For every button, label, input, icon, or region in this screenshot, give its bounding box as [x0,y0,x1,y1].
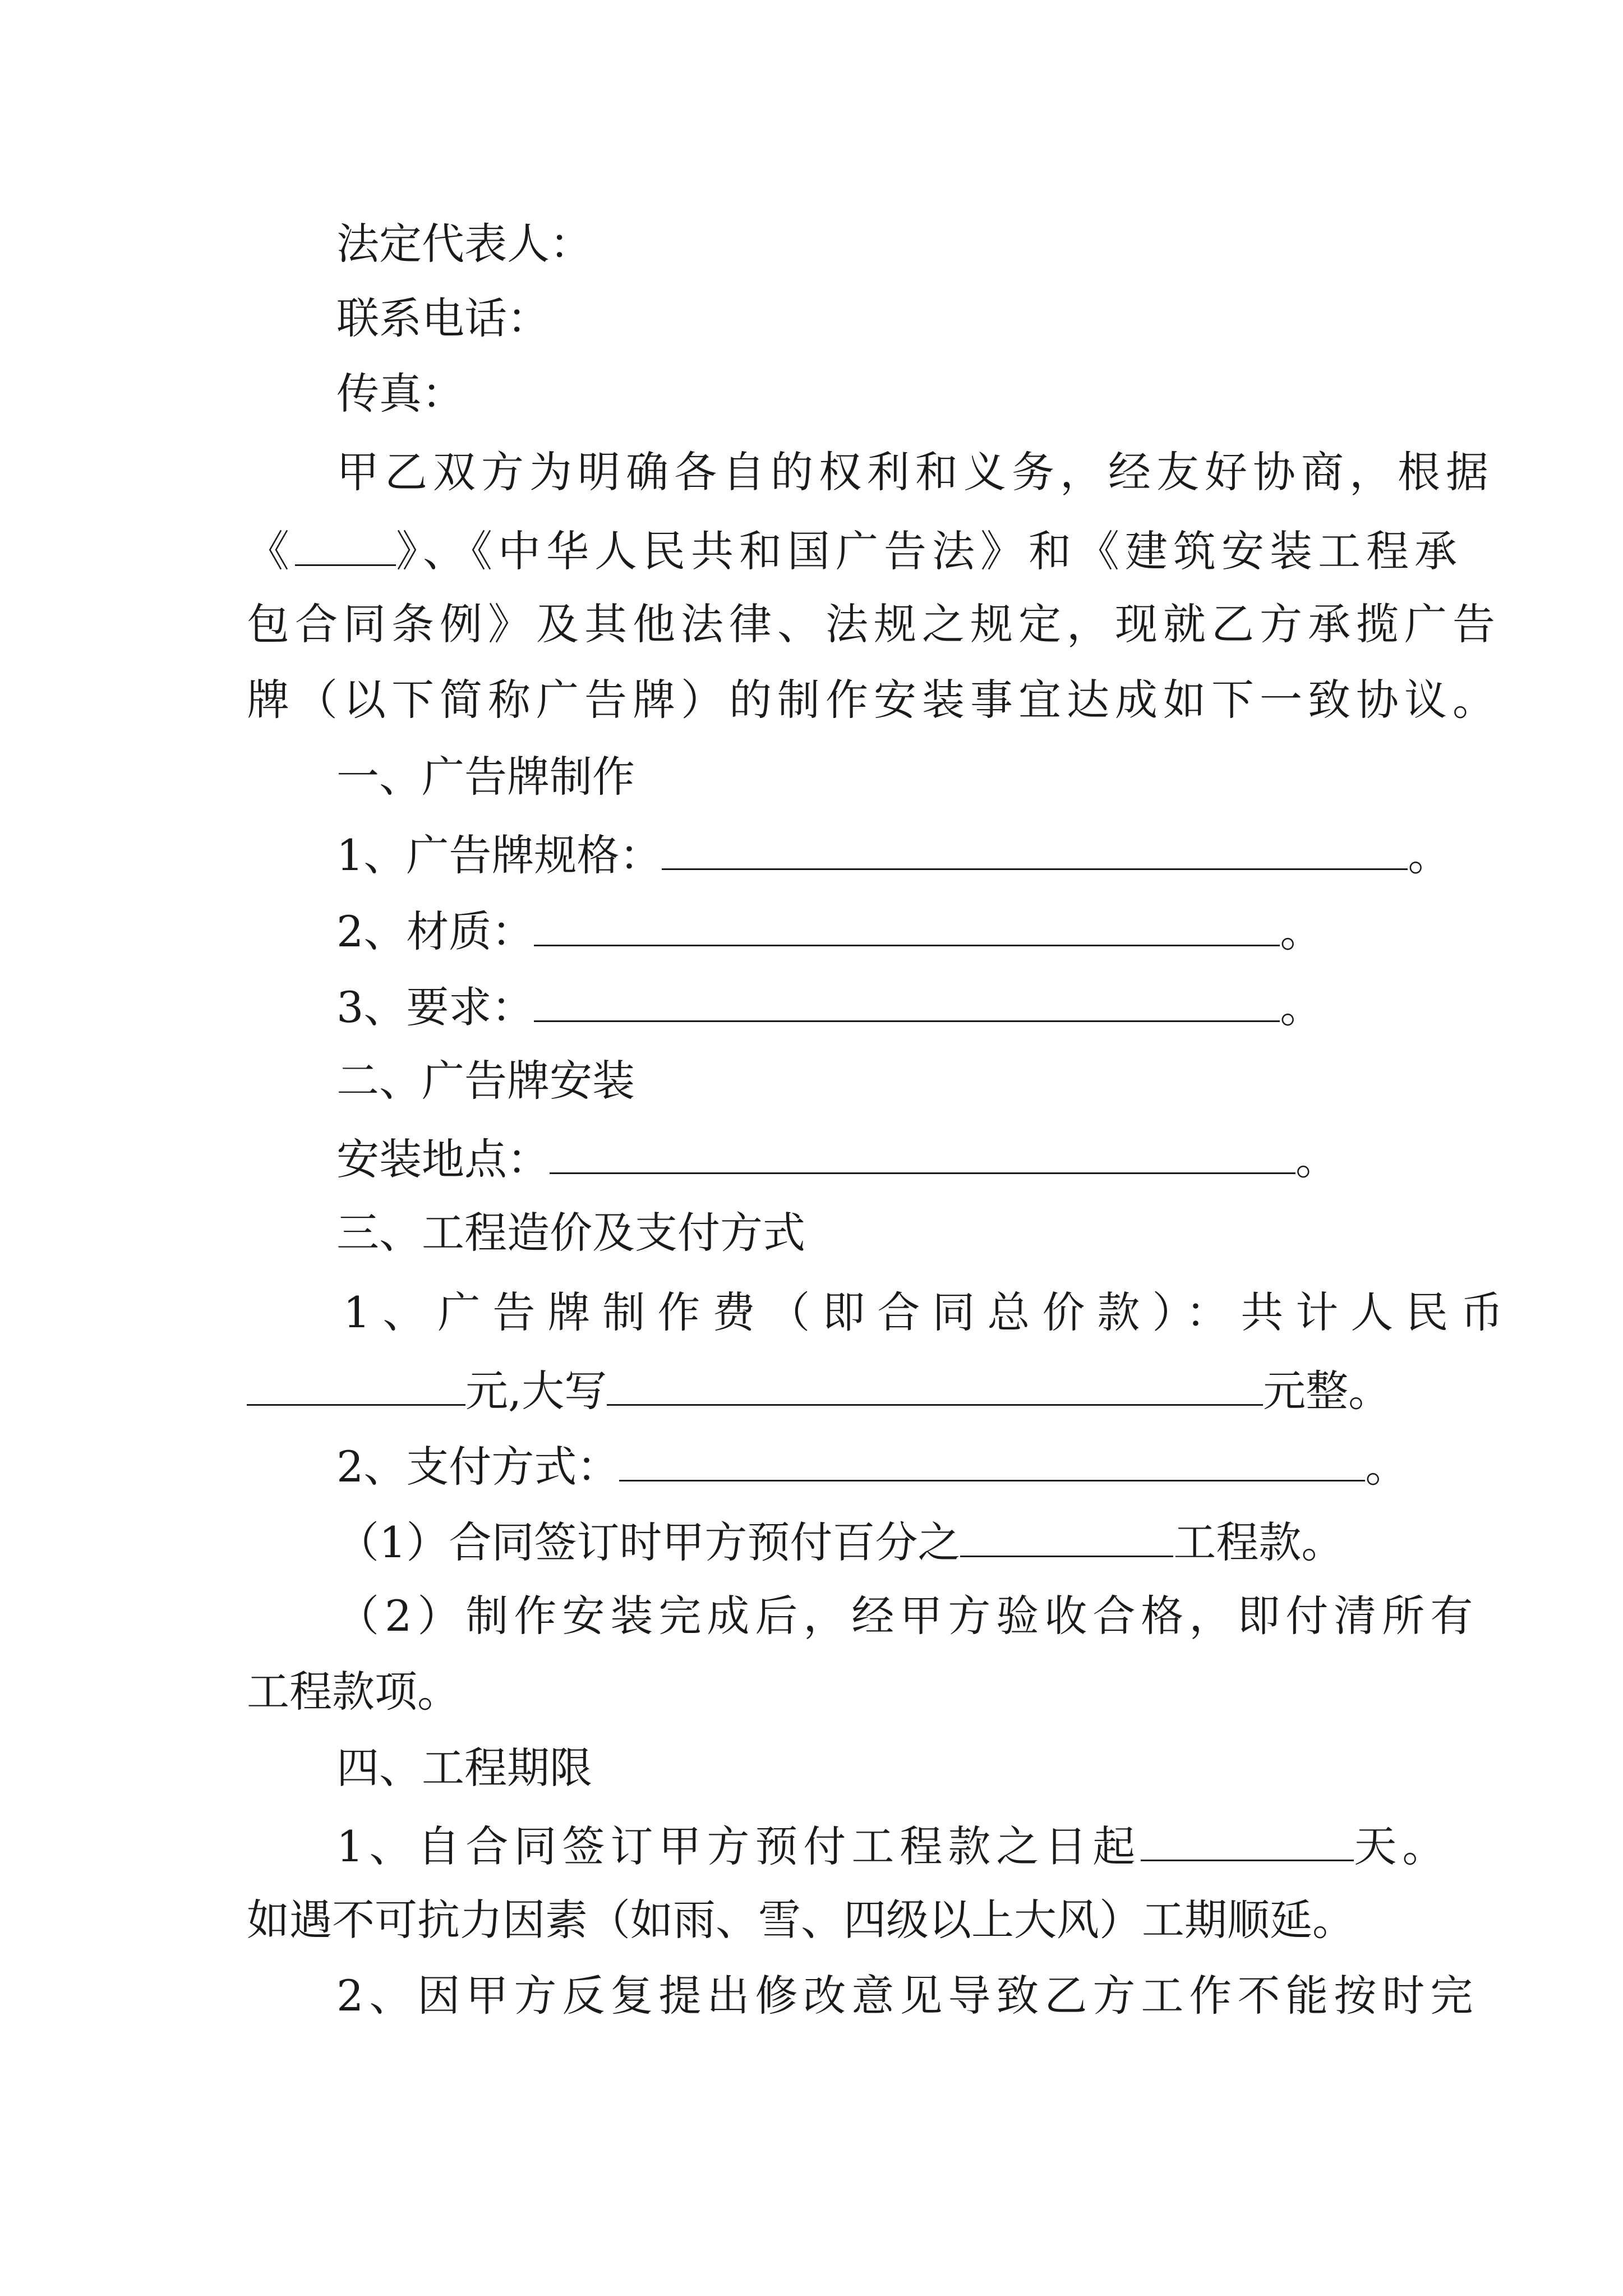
section-heading: 三、工程造价及支付方式 [336,1208,805,1258]
paragraph-line: 牌（以下简称广告牌）的制作安装事宜达成如下一致协议。 [247,675,1501,725]
paragraph-line: 2、因甲方反复提出修改意见导致乙方工作不能按时完 [336,1971,1479,2021]
paragraph-text: 》、《中华人民共和国广告法》和《建筑安装工程承 [396,526,1463,576]
prepay-text: （1）合同签订时甲方预付百分之 [336,1517,961,1567]
period: 。 [1280,982,1323,1032]
law-name-blank [295,521,396,566]
requirement-line [336,977,1481,1036]
location-blank [550,1129,1295,1174]
fee-line: 1、广告牌制作费（即合同总价款）：共计人民币 [343,1287,1516,1337]
duration-line [336,1816,1481,1875]
paragraph-text: 《 [247,526,295,576]
amount-line [247,1360,1391,1419]
section-heading: 一、广告牌制作 [336,752,635,802]
period: 。 [1280,907,1323,956]
amount-unit: 元,大写 [465,1366,607,1416]
amount-blank [247,1360,465,1406]
fax-label: 传真： [336,369,464,418]
amount-suffix: 元整。 [1263,1366,1391,1416]
spec-line [336,825,1481,884]
prepay-line [336,1512,1481,1571]
paragraph-line [247,521,1463,579]
location-line [336,1129,1481,1188]
spec-blank [662,825,1408,870]
duration-blank [1141,1816,1354,1861]
prepay-blank [960,1512,1173,1557]
location-label: 安装地点： [336,1134,550,1184]
period: 。 [1408,830,1451,880]
section-heading: 二、广告牌安装 [336,1056,635,1106]
material-blank [534,901,1280,946]
paragraph-line: 工程款项。 [247,1667,460,1717]
requirement-label: 3、要求： [336,982,534,1032]
paragraph-line: 包合同条例》及其他法律、法规之规定，现就乙方承揽广告 [247,599,1501,649]
section-heading: 四、工程期限 [336,1743,592,1793]
prepay-suffix: 工程款。 [1173,1517,1344,1567]
payment-label: 2、支付方式： [336,1442,620,1492]
amount-words-blank [607,1360,1263,1406]
spec-label: 1、广告牌规格： [336,830,662,880]
payment-blank [619,1436,1365,1481]
paragraph-line: （2）制作安装完成后，经甲方验收合格，即付清所有 [336,1591,1479,1641]
material-line [336,901,1481,960]
requirement-blank [534,977,1280,1022]
duration-text: 1、自合同签订甲方预付工程款之日起 [336,1821,1141,1871]
material-label: 2、材质： [336,907,534,956]
paragraph-line: 甲乙双方为明确各自的权利和义务，经友好协商，根据 [336,447,1494,497]
paragraph-line: 如遇不可抗力因素（如雨、雪、四级以上大风）工期顺延。 [247,1895,1355,1945]
duration-suffix: 天。 [1354,1821,1451,1871]
phone-label: 联系电话： [336,293,550,343]
period: 。 [1365,1442,1408,1492]
payment-line [336,1436,1481,1495]
period: 。 [1295,1134,1338,1184]
legal-representative-label: 法定代表人： [336,219,592,269]
